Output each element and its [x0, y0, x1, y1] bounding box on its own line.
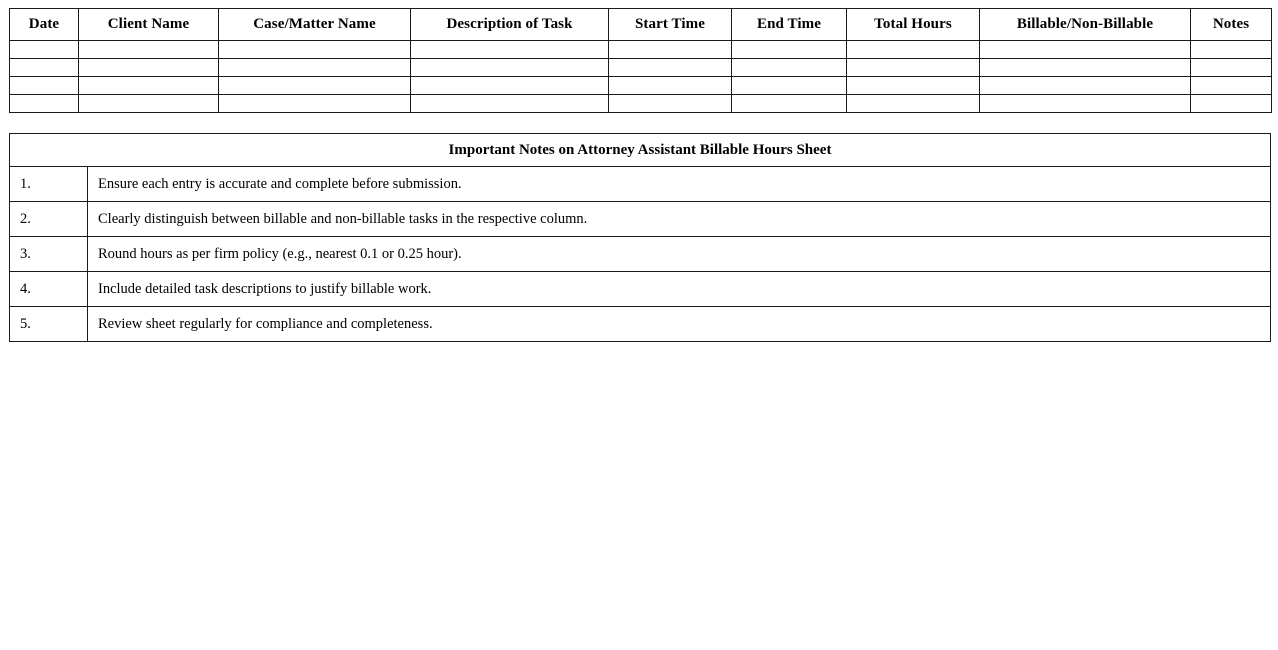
note-text: Clearly distinguish between billable and non-billable tasks in the respective column.	[88, 202, 1271, 237]
note-row	[10, 272, 1271, 307]
note-row	[10, 167, 1271, 202]
timesheet-entry-row	[10, 77, 1272, 95]
timesheet-entry-cell[interactable]	[10, 77, 79, 95]
timesheet-entry-cell[interactable]	[980, 59, 1191, 77]
timesheet-entry-cell[interactable]	[847, 59, 980, 77]
timesheet-header-row	[10, 9, 1272, 41]
timesheet-entry-row	[10, 41, 1272, 59]
timesheet-entry-cell[interactable]	[1191, 77, 1272, 95]
timesheet-entry-cell[interactable]	[411, 95, 609, 113]
timesheet-entry-cell[interactable]	[219, 59, 411, 77]
timesheet-entry-cell[interactable]	[732, 77, 847, 95]
timesheet-column-header: Client Name	[79, 9, 219, 41]
note-text: Review sheet regularly for compliance and completeness.	[88, 307, 1271, 342]
note-text: Include detailed task descriptions to justify billable work.	[88, 272, 1271, 307]
timesheet-column-header: Notes	[1191, 9, 1272, 41]
timesheet-entry-cell[interactable]	[10, 41, 79, 59]
timesheet-body	[10, 41, 1272, 113]
timesheet-entry-row	[10, 95, 1272, 113]
timesheet-entry-cell[interactable]	[847, 95, 980, 113]
note-number: 2.	[10, 202, 88, 237]
timesheet-entry-cell[interactable]	[609, 95, 732, 113]
timesheet-entry-cell[interactable]	[980, 95, 1191, 113]
note-number: 5.	[10, 307, 88, 342]
timesheet-entry-cell[interactable]	[1191, 59, 1272, 77]
notes-title-row	[10, 134, 1271, 167]
timesheet-entry-cell[interactable]	[79, 77, 219, 95]
note-number: 1.	[10, 167, 88, 202]
notes-body	[10, 134, 1271, 342]
timesheet-column-header: Date	[10, 9, 79, 41]
note-number: 3.	[10, 237, 88, 272]
timesheet-entry-cell[interactable]	[847, 77, 980, 95]
timesheet-column-header: Start Time	[609, 9, 732, 41]
timesheet-entry-cell[interactable]	[1191, 95, 1272, 113]
timesheet-entry-cell[interactable]	[219, 41, 411, 59]
timesheet-entry-cell[interactable]	[219, 95, 411, 113]
timesheet-entry-cell[interactable]	[980, 41, 1191, 59]
timesheet-entry-cell[interactable]	[732, 41, 847, 59]
timesheet-entry-cell[interactable]	[609, 41, 732, 59]
timesheet-column-header: End Time	[732, 9, 847, 41]
timesheet-entry-cell[interactable]	[411, 59, 609, 77]
timesheet-column-header: Total Hours	[847, 9, 980, 41]
note-text: Ensure each entry is accurate and complete before submission.	[88, 167, 1271, 202]
timesheet-entry-cell[interactable]	[609, 77, 732, 95]
note-row	[10, 202, 1271, 237]
timesheet-entry-cell[interactable]	[1191, 41, 1272, 59]
timesheet-column-header: Billable/Non-Billable	[980, 9, 1191, 41]
timesheet-entry-cell[interactable]	[10, 95, 79, 113]
important-notes-table	[9, 133, 1271, 342]
note-row	[10, 307, 1271, 342]
timesheet-column-header: Case/Matter Name	[219, 9, 411, 41]
timesheet-header	[10, 9, 1272, 41]
notes-title: Important Notes on Attorney Assistant Billable Hours Sheet	[10, 134, 1271, 167]
timesheet-column-header: Description of Task	[411, 9, 609, 41]
timesheet-entry-cell[interactable]	[79, 41, 219, 59]
note-text: Round hours as per firm policy (e.g., nearest 0.1 or 0.25 hour).	[88, 237, 1271, 272]
timesheet-entry-cell[interactable]	[10, 59, 79, 77]
timesheet-entry-cell[interactable]	[732, 95, 847, 113]
timesheet-entry-cell[interactable]	[79, 59, 219, 77]
timesheet-entry-cell[interactable]	[411, 41, 609, 59]
timesheet-entry-cell[interactable]	[219, 77, 411, 95]
note-number: 4.	[10, 272, 88, 307]
timesheet-entry-cell[interactable]	[411, 77, 609, 95]
timesheet-entry-cell[interactable]	[847, 41, 980, 59]
timesheet-entry-cell[interactable]	[732, 59, 847, 77]
billable-hours-timesheet-table	[9, 8, 1272, 113]
timesheet-entry-cell[interactable]	[79, 95, 219, 113]
timesheet-entry-cell[interactable]	[980, 77, 1191, 95]
note-row	[10, 237, 1271, 272]
timesheet-entry-cell[interactable]	[609, 59, 732, 77]
timesheet-entry-row	[10, 59, 1272, 77]
